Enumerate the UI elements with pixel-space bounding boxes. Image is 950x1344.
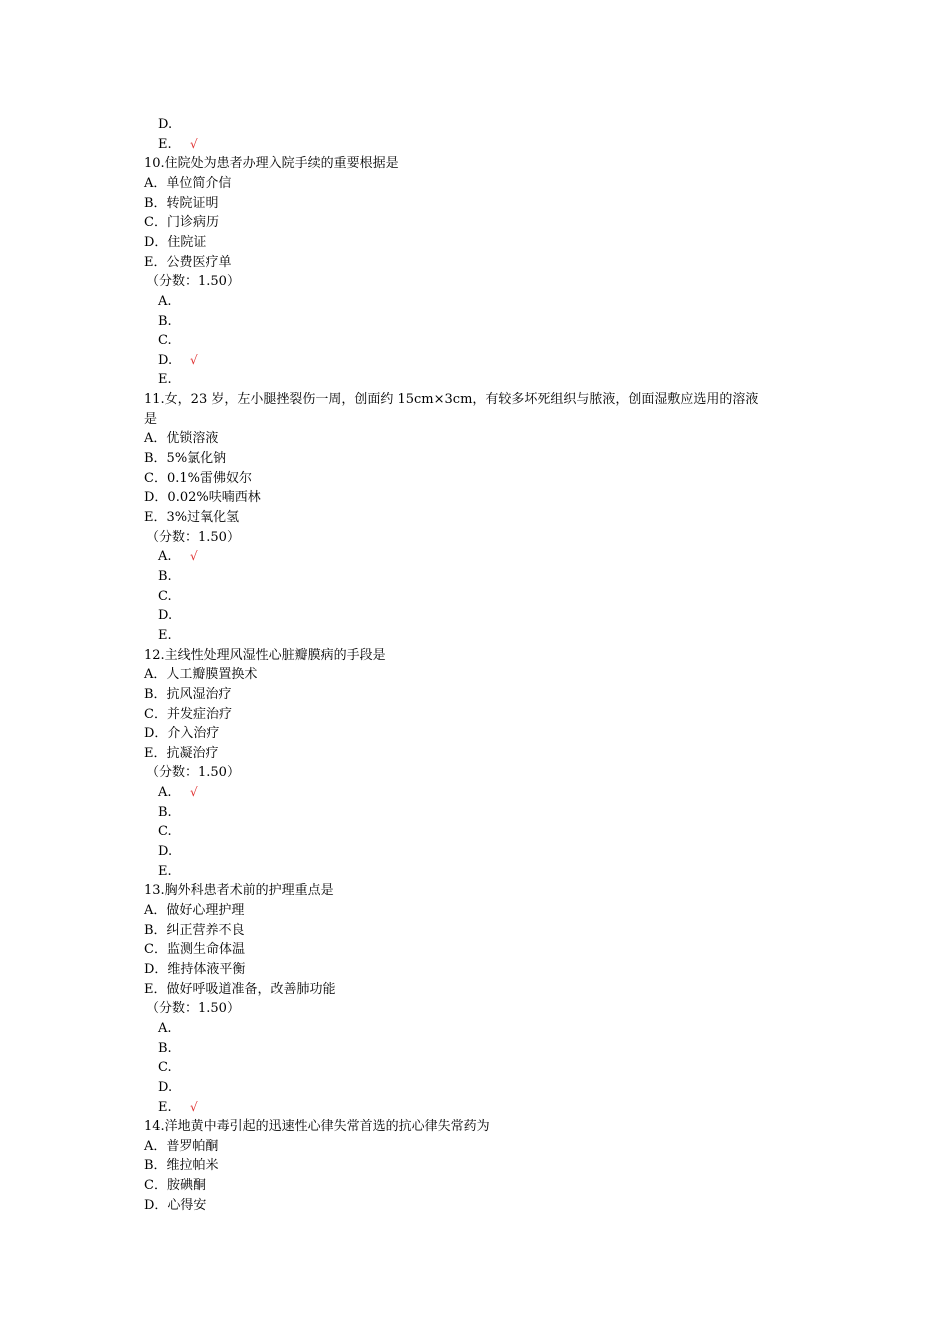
option-line: B．抗风湿治疗 <box>144 686 232 702</box>
question-10-answer-row <box>158 292 190 311</box>
option-line: D．住院证 <box>144 234 207 250</box>
check-mark-icon: √ <box>190 352 198 367</box>
answer-label: B. <box>158 1040 172 1056</box>
answer-label: D. <box>158 844 173 860</box>
question-9-answer-row <box>158 115 190 134</box>
option-line: C．并发症治疗 <box>144 706 232 722</box>
question-12-score: （分数：1.50） <box>146 765 240 781</box>
question-12-answer-row <box>158 822 190 841</box>
answer-label: B. <box>158 568 172 584</box>
check-mark-icon: √ <box>190 136 198 151</box>
answer-label: E. <box>158 1099 172 1115</box>
option-line: B．纠正营养不良 <box>144 922 245 938</box>
question-13-answer-row <box>158 1058 190 1077</box>
option-line: C．0.1%雷佛奴尔 <box>144 470 252 486</box>
answer-label: E. <box>158 627 172 643</box>
answer-label: A. <box>158 293 172 309</box>
option-line: E．公费医疗单 <box>144 254 232 270</box>
option-line: D．维持体液平衡 <box>144 961 246 977</box>
question-12-stem: 12.主线性处理风湿性心脏瓣膜病的手段是 <box>144 647 386 663</box>
question-11-score: （分数：1.50） <box>146 529 240 545</box>
answer-label: D. <box>158 352 173 368</box>
option-line: D．心得安 <box>144 1197 207 1213</box>
option-line: A．优锁溶液 <box>144 431 219 447</box>
check-mark-icon: √ <box>190 1099 198 1114</box>
check-mark-icon: √ <box>190 549 198 564</box>
question-14-stem: 14.洋地黄中毒引起的迅速性心律失常首选的抗心律失常药为 <box>144 1119 490 1135</box>
question-10-answer-row <box>158 312 190 331</box>
question-11-answer-row <box>158 547 198 566</box>
option-line: A．人工瓣膜置换术 <box>144 667 258 683</box>
option-line: A．做好心理护理 <box>144 903 245 918</box>
option-line: D．0.02%呋喃西林 <box>144 490 261 506</box>
question-11-answer-row <box>158 626 190 645</box>
question-11-stem: 是 <box>144 411 158 427</box>
question-12-answer-row <box>158 842 190 861</box>
answer-label: E. <box>158 863 172 879</box>
option-line: B．5%氯化钠 <box>144 451 227 467</box>
answer-label: B. <box>158 313 172 329</box>
answer-label: D. <box>158 608 173 624</box>
question-13-score: （分数：1.50） <box>146 1001 240 1017</box>
question-9-answer-row <box>158 135 198 154</box>
answer-label: A. <box>158 785 172 801</box>
answer-label: B. <box>158 804 172 820</box>
answer-label: C. <box>158 588 172 604</box>
question-12-answer-row <box>158 862 190 881</box>
answer-label: D. <box>158 1079 173 1095</box>
question-10-stem: 10.住院处为患者办理入院手续的重要根据是 <box>144 156 399 172</box>
option-line: E．做好呼吸道准备，改善肺功能 <box>144 981 336 997</box>
option-line: A．普罗帕酮 <box>144 1138 219 1154</box>
question-10-answer-row <box>158 370 190 389</box>
question-10-score: （分数：1.50） <box>146 274 240 290</box>
answer-label: C. <box>158 824 172 840</box>
question-11-stem: 11.女，23 岁，左小腿挫裂伤一周，创面约 15cm×3cm，有较多坏死组织与脓液，创面湿敷应选用的溶液 <box>144 392 759 408</box>
question-11-answer-row <box>158 567 190 586</box>
question-13-answer-row <box>158 1039 190 1058</box>
option-line: D．介入治疗 <box>144 726 220 742</box>
option-line: E．3%过氧化氢 <box>144 510 240 525</box>
question-12-answer-row <box>158 783 198 802</box>
question-11-answer-row <box>158 587 190 606</box>
answer-label: A. <box>158 549 172 565</box>
option-line: A．单位简介信 <box>144 175 232 191</box>
question-11-answer-row <box>158 606 190 625</box>
answer-label: E. <box>158 372 172 388</box>
question-10-answer-row <box>158 351 198 370</box>
option-line: C．监测生命体温 <box>144 942 245 958</box>
question-13-answer-row <box>158 1019 190 1038</box>
answer-label: E. <box>158 136 172 152</box>
check-mark-icon: √ <box>190 785 198 800</box>
question-10-answer-row <box>158 331 190 350</box>
answer-label: C. <box>158 1060 172 1076</box>
option-line: C．门诊病历 <box>144 215 219 231</box>
option-line: C．胺碘酮 <box>144 1178 206 1194</box>
option-line: B．维拉帕米 <box>144 1158 219 1174</box>
question-13-stem: 13.胸外科患者术前的护理重点是 <box>144 883 334 899</box>
option-line: E．抗凝治疗 <box>144 745 219 761</box>
answer-label: A. <box>158 1020 172 1036</box>
question-13-answer-row <box>158 1098 198 1117</box>
question-13-answer-row <box>158 1078 190 1097</box>
answer-label: C. <box>158 333 172 349</box>
option-line: B．转院证明 <box>144 195 219 211</box>
question-12-answer-row <box>158 803 190 822</box>
answer-label: D. <box>158 117 173 132</box>
